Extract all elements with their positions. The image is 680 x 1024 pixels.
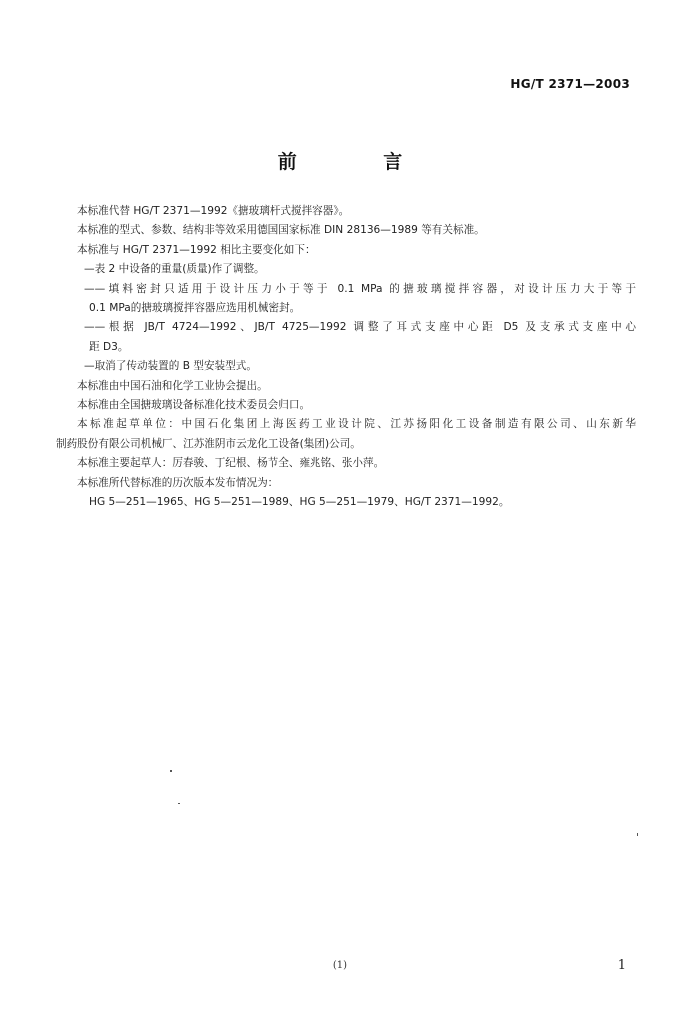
paragraph-history-list: HG 5—251—1965、HG 5—251—1989、HG 5—251—1979、HG/T 2371—1992。 bbox=[89, 496, 510, 509]
change-item-seal-cont: 0.1 MPa的搪玻璃搅拌容器应选用机械密封。 bbox=[89, 302, 301, 315]
page-title: 前 言 bbox=[277, 151, 443, 173]
paragraph-history-intro: 本标准所代替标准的历次版本发布情况为： bbox=[77, 476, 279, 489]
paragraph-drafters: 本标准主要起草人：厉春骏、丁纪根、杨节全、雍兆铭、张小萍。 bbox=[77, 457, 385, 470]
footer-center-mark: (1) bbox=[332, 960, 348, 971]
paragraph-replaces: 本标准代替 HG/T 2371—1992《搪玻璃杆式搅拌容器》。 bbox=[77, 205, 350, 217]
change-item-seal: ——填料密封只适用于设计压力小于等于 0.1 MPa 的搪玻璃搅拌容器，对设计压力大于等于 bbox=[84, 282, 636, 295]
paragraph-adoption: 本标准的型式、参数、结构非等效采用德国国家标准 DIN 28136—1989 等有关标准。 bbox=[77, 224, 485, 237]
paragraph-changes-intro: 本标准与 HG/T 2371—1992 相比主要变化如下： bbox=[77, 243, 316, 256]
standard-code-header: HG/T 2371—2003 bbox=[510, 77, 630, 91]
scan-speck bbox=[170, 770, 172, 772]
page-number: 1 bbox=[617, 958, 626, 973]
scan-speck bbox=[178, 803, 180, 804]
preface-body bbox=[56, 202, 636, 513]
paragraph-drafting-units-cont: 制药股份有限公司机械厂、江苏淮阴市云龙化工设备(集团)公司。 bbox=[56, 437, 361, 450]
change-item-drive: —取消了传动装置的 B 型安装型式。 bbox=[84, 360, 257, 373]
paragraph-proposer: 本标准由中国石油和化学工业协会提出。 bbox=[77, 379, 268, 392]
scan-speck bbox=[637, 833, 638, 836]
change-item-support-cont: 距 D3。 bbox=[89, 340, 129, 353]
paragraph-drafting-units: 本标准起草单位：中国石化集团上海医药工业设计院、江苏扬阳化工设备制造有限公司、山东新华 bbox=[77, 418, 636, 431]
paragraph-centralized: 本标准由全国搪玻璃设备标准化技术委员会归口。 bbox=[77, 399, 311, 412]
change-item-support: ——根据 JB/T 4724—1992、JB/T 4725—1992 调整了耳式支座中心距 D5 及支承式支座中心 bbox=[84, 321, 636, 334]
change-item-weight: —表 2 中设备的重量(质量)作了调整。 bbox=[84, 263, 265, 276]
